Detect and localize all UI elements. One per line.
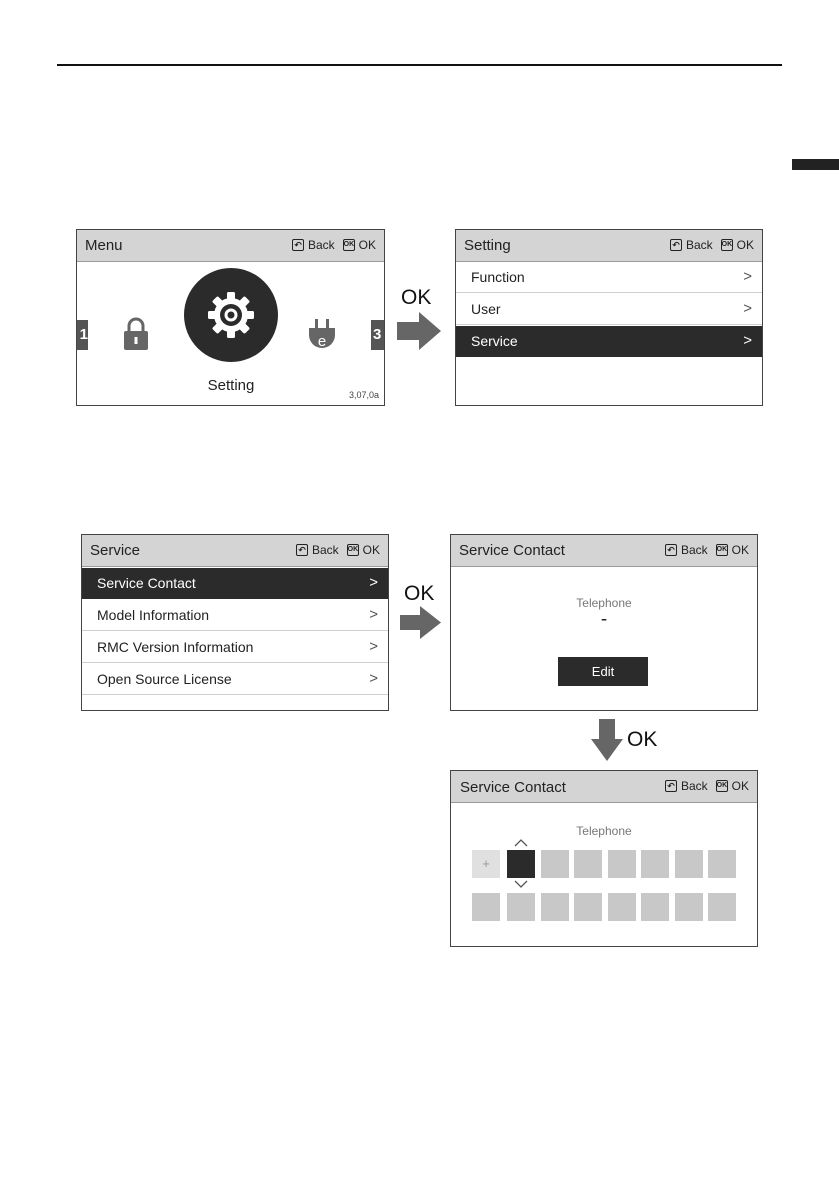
screen-header (456, 230, 762, 262)
menu-item-label: Service (471, 333, 518, 349)
ok-icon[interactable]: OK (716, 780, 728, 792)
chevron-right-icon: > (369, 606, 378, 623)
menu-item-label: Service Contact (97, 575, 196, 591)
ok-icon[interactable]: OK (721, 239, 733, 251)
screen-title: Service (90, 542, 141, 559)
chapter-tab (792, 159, 839, 170)
gear-icon (205, 289, 257, 341)
menu-item-open-source-license[interactable] (82, 664, 388, 695)
digit-cell[interactable] (708, 893, 736, 921)
chevron-right-icon: > (743, 268, 752, 285)
digit-cell[interactable] (507, 893, 535, 921)
right-arrow-icon (400, 606, 441, 639)
digit-cell[interactable] (574, 850, 602, 878)
menu-item-label: RMC Version Information (97, 639, 254, 655)
back-button[interactable]: Back (311, 543, 339, 557)
next-page-tab[interactable] (371, 320, 384, 350)
ok-icon[interactable]: OK (347, 544, 359, 556)
menu-screen (76, 229, 385, 406)
header-rule (57, 64, 782, 66)
screen-title: Service Contact (459, 542, 565, 559)
ok-arrow-label: OK (627, 728, 658, 751)
screen-header (82, 535, 388, 567)
ok-button[interactable]: OK (731, 543, 749, 557)
chevron-right-icon: > (743, 300, 752, 317)
ok-icon[interactable]: OK (343, 239, 355, 251)
back-button[interactable]: Back (680, 779, 708, 793)
prev-page-tab[interactable] (77, 320, 88, 350)
menu-item-function[interactable] (456, 262, 762, 293)
next-page-number: 3 (373, 326, 382, 343)
screen-title: Setting (464, 237, 511, 254)
plug-icon[interactable] (306, 317, 338, 353)
service-contact-screen (450, 534, 758, 711)
digit-cell[interactable] (675, 850, 703, 878)
chevron-right-icon: > (369, 638, 378, 655)
telephone-label: Telephone (576, 824, 632, 838)
back-button[interactable]: Back (685, 238, 713, 252)
digit-cell[interactable] (608, 850, 636, 878)
back-button[interactable]: Back (680, 543, 708, 557)
ok-arrow-label: OK (404, 582, 435, 605)
digit-cell[interactable] (675, 893, 703, 921)
digit-cell[interactable] (608, 893, 636, 921)
prev-page-number: 1 (79, 326, 88, 343)
digit-cell[interactable] (641, 850, 669, 878)
menu-item-label: User (471, 301, 501, 317)
lock-icon[interactable] (122, 316, 150, 352)
screen-header (77, 230, 384, 262)
header-controls (665, 779, 749, 793)
chevron-down-icon[interactable] (514, 880, 528, 889)
header-controls (292, 238, 376, 252)
ok-arrow-label: OK (401, 286, 432, 309)
back-icon[interactable]: ↶ (670, 239, 682, 251)
digit-cell[interactable] (641, 893, 669, 921)
screen-header (451, 771, 757, 803)
header-controls (670, 238, 754, 252)
service-contact-edit-screen (450, 770, 758, 947)
back-button[interactable]: Back (307, 238, 335, 252)
ok-button[interactable]: OK (731, 779, 749, 793)
ok-button[interactable]: OK (736, 238, 754, 252)
telephone-value: - (600, 609, 608, 630)
header-controls (296, 543, 380, 557)
ok-icon[interactable]: OK (716, 544, 728, 556)
digit-cell[interactable] (541, 893, 569, 921)
back-icon[interactable]: ↶ (292, 239, 304, 251)
menu-item-label: Model Information (97, 607, 210, 623)
chevron-right-icon: > (369, 670, 378, 687)
digit-cell-active[interactable] (507, 850, 535, 878)
screen-title: Service Contact (460, 779, 566, 796)
back-icon[interactable]: ↶ (296, 544, 308, 556)
chevron-right-icon: > (743, 332, 752, 349)
version-label: 3,07,0a (348, 390, 379, 400)
chevron-up-icon[interactable] (514, 838, 528, 847)
menu-item-rmc-version-information[interactable] (82, 632, 388, 663)
selected-menu-label: Setting (207, 377, 255, 394)
setting-circle[interactable] (184, 268, 278, 362)
back-icon[interactable]: ↶ (665, 780, 677, 792)
edit-button-label: Edit (591, 664, 615, 679)
screen-header (451, 535, 757, 567)
service-screen (81, 534, 389, 711)
back-icon[interactable]: ↶ (665, 544, 677, 556)
down-arrow-icon (591, 719, 623, 761)
svg-text:e: e (317, 333, 327, 350)
menu-item-model-information[interactable] (82, 600, 388, 631)
setting-screen (455, 229, 763, 406)
chevron-right-icon: > (369, 574, 378, 591)
telephone-label: Telephone (576, 596, 632, 610)
menu-item-service-contact[interactable] (82, 568, 388, 599)
menu-item-label: Open Source License (97, 671, 232, 687)
digit-cell[interactable] (472, 893, 500, 921)
menu-item-service[interactable] (456, 326, 762, 357)
digit-cell[interactable] (708, 850, 736, 878)
menu-item-label: Function (471, 269, 525, 285)
digit-cell[interactable] (574, 893, 602, 921)
edit-button[interactable] (558, 657, 648, 686)
ok-button[interactable]: OK (358, 238, 376, 252)
ok-button[interactable]: OK (362, 543, 380, 557)
right-arrow-icon (397, 312, 441, 350)
screen-title: Menu (85, 237, 123, 254)
header-controls (665, 543, 749, 557)
menu-item-user[interactable] (456, 294, 762, 325)
digit-cell[interactable] (541, 850, 569, 878)
plus-key[interactable]: + (472, 850, 500, 878)
